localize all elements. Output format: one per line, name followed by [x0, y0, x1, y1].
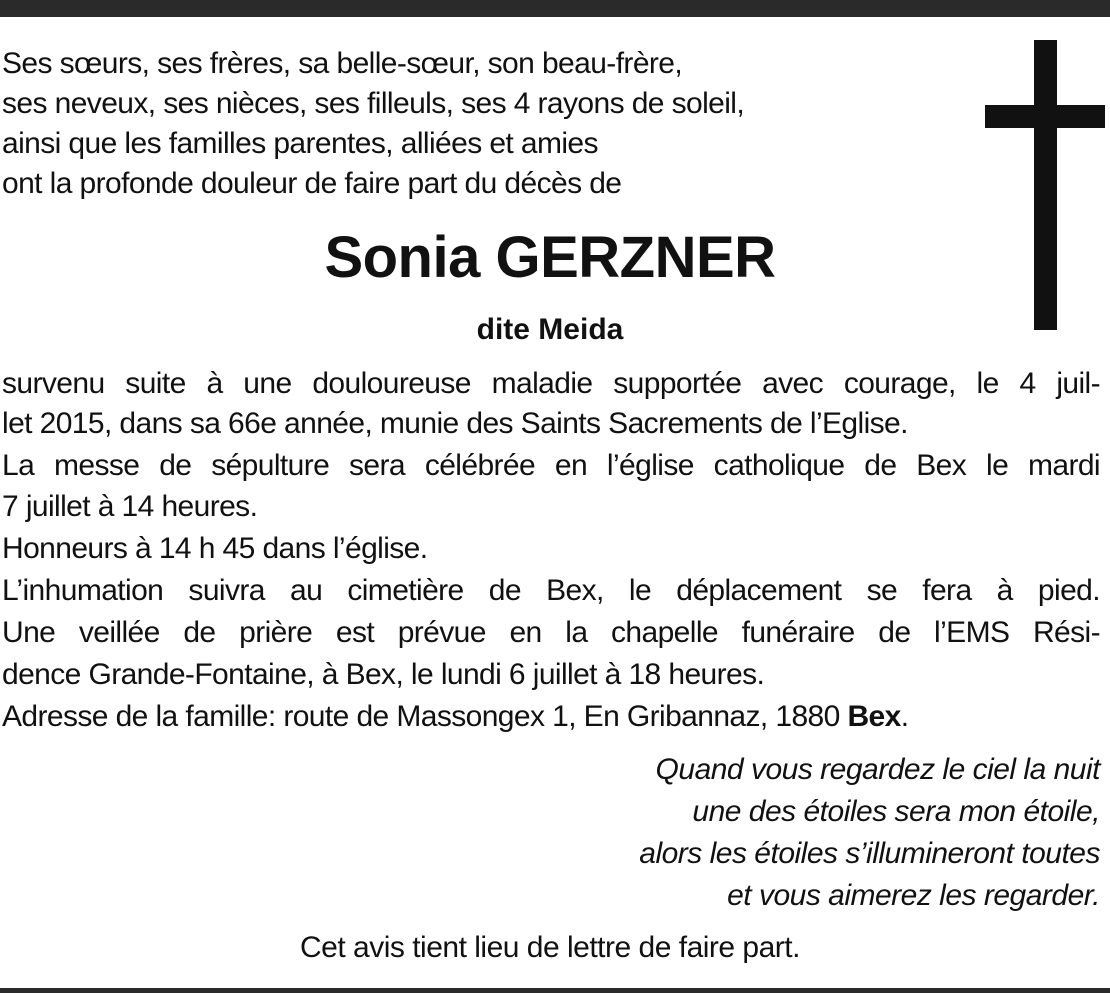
poem-line: Quand vous regardez le ciel la nuit [655, 753, 1100, 786]
body-line: let 2015, dans sa 66e année, munie des Saints Sacrements de l’Eglise. [2, 407, 908, 440]
body-line: La messe de sépulture sera célébrée en l’église catholique de Bex le mardi [2, 449, 1100, 482]
deceased-nickname: dite Meida [476, 313, 624, 346]
top-rule [0, 0, 1110, 17]
poem-line: alors les étoiles s’illumineront toutes [639, 837, 1100, 870]
body-line: Honneurs à 14 h 45 dans l’église. [2, 532, 428, 565]
bottom-rule [0, 988, 1110, 993]
cross-horizontal-bar [985, 105, 1105, 128]
address-city: Bex [847, 700, 901, 733]
poem-line: et vous aimerez les regarder. [727, 879, 1100, 912]
closing-note: Cet avis tient lieu de lettre de faire part. [300, 931, 800, 964]
address-text: Adresse de la famille: route de Massongex 1, En Gribannaz, 1880 [2, 700, 848, 733]
body-line: 7 juillet à 14 heures. [2, 490, 258, 523]
body-line: L’inhumation suivra au cimetière de Bex, le déplacement se fera à pied. [2, 574, 1100, 607]
poem-line: une des étoiles sera mon étoile, [692, 795, 1100, 828]
intro-line: ont la profonde douleur de faire part du décès de [2, 167, 622, 200]
intro-line: ses neveux, ses nièces, ses filleuls, ses 4 rayons de soleil, [2, 87, 745, 120]
body-line: Une veillée de prière est prévue en la chapelle funéraire de l’EMS Rési- [2, 616, 1100, 649]
body-line: survenu suite à une douloureuse maladie supportée avec courage, le 4 juil- [2, 367, 1100, 400]
deceased-name: Sonia GERZNER [324, 225, 776, 290]
intro-line: Ses sœurs, ses frères, sa belle-sœur, son beau-frère, [2, 47, 683, 80]
intro-line: ainsi que les familles parentes, alliées et amies [2, 127, 598, 160]
address-punctuation: . [900, 700, 909, 733]
family-address [2, 697, 908, 737]
body-line: dence Grande-Fontaine, à Bex, le lundi 6 juillet à 18 heures. [2, 658, 765, 691]
